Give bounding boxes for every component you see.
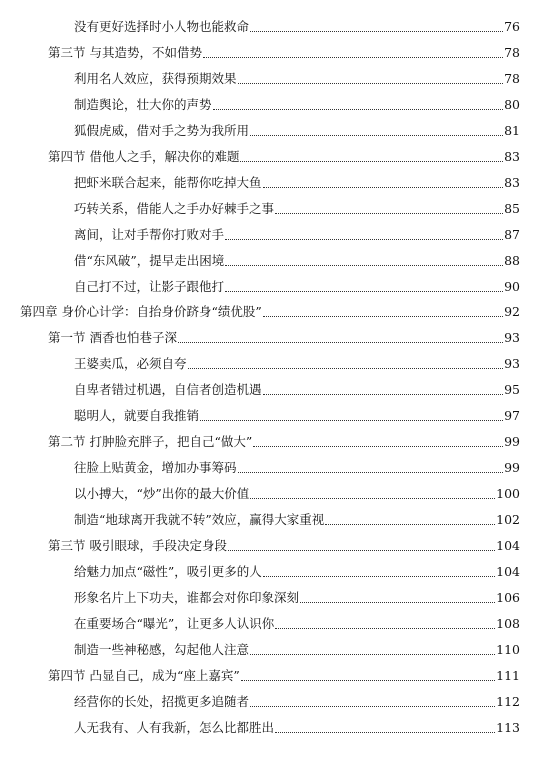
dot-leader: [263, 316, 503, 317]
toc-entry-title: 制造一些神秘感，勾起他人注意: [74, 641, 250, 657]
toc-page-number: 81: [504, 122, 520, 138]
toc-page-number: 80: [504, 96, 520, 112]
toc-subsection-entry[interactable]: [0, 556, 520, 580]
toc-page-number: 88: [504, 252, 520, 268]
toc-entry-title: 狐假虎威，借对手之势为我所用: [74, 122, 250, 138]
toc-entry-title: 把虾米联合起来，能帮你吃掉大鱼: [74, 174, 262, 190]
dot-leader: [263, 187, 504, 188]
toc-page-number: 90: [504, 278, 520, 294]
toc-subsection-entry[interactable]: [0, 115, 520, 139]
dot-leader: [275, 628, 495, 629]
toc-subsection-entry[interactable]: [0, 245, 520, 269]
toc-section-entry[interactable]: [0, 141, 520, 165]
toc-entry-title: 巧转关系，借能人之手办好棘手之事: [74, 200, 275, 216]
dot-leader: [238, 83, 504, 84]
dot-leader: [225, 291, 503, 292]
toc-entry-title: 第三节 与其造势，不如借势: [48, 44, 202, 60]
toc-entry-title: 经营你的长处，招揽更多追随者: [74, 693, 250, 709]
dot-leader: [203, 57, 503, 58]
dot-leader: [300, 602, 495, 603]
dot-leader: [178, 342, 503, 343]
dot-leader: [250, 31, 503, 32]
toc-page-number: 78: [504, 44, 520, 60]
toc-entry-title: 没有更好选择时小人物也能救命: [74, 19, 250, 34]
dot-leader: [325, 524, 495, 525]
dot-leader: [240, 161, 503, 162]
toc-section-entry[interactable]: [0, 660, 520, 684]
dot-leader: [263, 394, 504, 395]
toc-entry-title: 第一节 酒香也怕巷子深: [48, 330, 177, 346]
dot-leader: [228, 550, 495, 551]
toc-section-entry[interactable]: [0, 37, 520, 61]
dot-leader: [250, 706, 495, 707]
toc-entry-title: 利用名人效应，获得预期效果: [74, 70, 237, 86]
toc-page-number: 112: [496, 693, 520, 709]
toc-page-number: 99: [504, 460, 520, 476]
toc-page-number: 87: [504, 226, 520, 242]
toc-page-number: 83: [504, 148, 520, 164]
toc-page-number: 100: [496, 486, 520, 502]
toc-subsection-entry[interactable]: [0, 686, 520, 710]
toc-page-number: 92: [504, 304, 520, 320]
dot-leader: [250, 498, 495, 499]
toc-entry-title: 第三节 吸引眼球，手段决定身段: [48, 538, 227, 553]
toc-subsection-entry[interactable]: [0, 504, 520, 528]
toc-subsection-entry[interactable]: [0, 608, 520, 632]
dot-leader: [250, 135, 503, 136]
toc-page-number: 95: [504, 382, 520, 398]
toc-entry-title: 在重要场合“曝光”，让更多人认识你: [74, 615, 275, 631]
toc-entry-title: 王婆卖瓜，必须自夸: [74, 356, 187, 372]
toc-subsection-entry[interactable]: [0, 193, 520, 217]
toc-page-number: 104: [496, 563, 520, 579]
toc-entry-title: 离间，让对手帮你打败对手: [74, 226, 225, 242]
toc-page-number: 93: [504, 356, 520, 372]
toc-subsection-entry[interactable]: [0, 712, 520, 736]
toc-page-number: 111: [496, 667, 520, 683]
dot-leader: [213, 109, 504, 110]
toc-entry-title: 第四节 借他人之手，解决你的难题: [48, 148, 240, 164]
toc-section-entry[interactable]: [0, 426, 520, 450]
toc-subsection-entry[interactable]: [0, 348, 520, 372]
toc-entry-title: 聪明人，就要自我推销: [74, 408, 200, 424]
toc-page-number: 104: [496, 538, 520, 553]
toc-entry-title: 以小搏大，“炒”出你的最大价值: [74, 486, 250, 502]
toc-entry-title: 给魅力加点“磁性”，吸引更多的人: [74, 563, 262, 579]
dot-leader: [275, 213, 503, 214]
toc-subsection-entry[interactable]: [0, 400, 520, 424]
dot-leader: [253, 446, 503, 447]
dot-leader: [250, 654, 495, 655]
toc-subsection-entry[interactable]: [0, 374, 520, 398]
toc-subsection-entry[interactable]: [0, 11, 520, 35]
toc-subsection-entry[interactable]: [0, 89, 520, 113]
toc-entry-title: 第二节 打肿脸充胖子，把自己“做大”: [48, 434, 253, 450]
toc-page-number: 78: [504, 70, 520, 86]
toc-page-number: 76: [504, 19, 520, 34]
toc-entry-title: 自卑者错过机遇，自信者创造机遇: [74, 382, 262, 398]
toc-entry-title: 人无我有、人有我新，怎么比都胜出: [74, 719, 275, 735]
toc-section-entry[interactable]: [0, 322, 520, 346]
toc-page-number: 113: [496, 719, 520, 735]
toc-subsection-entry[interactable]: [0, 478, 520, 502]
toc-subsection-entry[interactable]: [0, 452, 520, 476]
toc-page-number: 83: [504, 174, 520, 190]
toc-page-number: 97: [504, 408, 520, 424]
toc-entry-title: 借“东风破”，提早走出困境: [74, 252, 225, 268]
toc-page-number: 108: [496, 615, 520, 631]
dot-leader: [263, 576, 495, 577]
toc-entry-title: 形象名片上下功夫，谁都会对你印象深刻: [74, 589, 300, 605]
toc-subsection-entry[interactable]: [0, 219, 520, 243]
dot-leader: [188, 368, 504, 369]
toc-section-entry[interactable]: [0, 530, 520, 554]
toc-page-number: 93: [504, 330, 520, 346]
toc-entry-title: 制造舆论，壮大你的声势: [74, 96, 212, 112]
dot-leader: [225, 239, 503, 240]
toc-page-number: 85: [504, 200, 520, 216]
toc-entry-title: 自己打不过，让影子跟他打: [74, 278, 225, 294]
dot-leader: [275, 732, 495, 733]
toc-subsection-entry[interactable]: [0, 634, 520, 658]
dot-leader: [200, 420, 503, 421]
toc-subsection-entry[interactable]: [0, 271, 520, 295]
toc-page-number: 106: [496, 589, 520, 605]
dot-leader: [225, 265, 503, 266]
toc-chapter-entry[interactable]: [0, 296, 520, 320]
toc-entry-title: 第四节 凸显自己，成为“座上嘉宾”: [48, 667, 240, 683]
toc-entry-title: 第四章 身价心计学：自抬身价跻身“绩优股”: [20, 304, 262, 320]
toc-page-number: 99: [504, 434, 520, 450]
toc-page-number: 110: [496, 641, 520, 657]
dot-leader: [241, 680, 495, 681]
dot-leader: [238, 472, 504, 473]
toc-subsection-entry[interactable]: [0, 582, 520, 606]
toc-entry-title: 制造“地球离开我就不转”效应，赢得大家重视: [74, 512, 325, 528]
toc-entry-title: 往脸上贴黄金，增加办事筹码: [74, 460, 237, 476]
toc-subsection-entry[interactable]: [0, 167, 520, 191]
toc-subsection-entry[interactable]: [0, 63, 520, 87]
toc-page-number: 102: [496, 512, 520, 528]
